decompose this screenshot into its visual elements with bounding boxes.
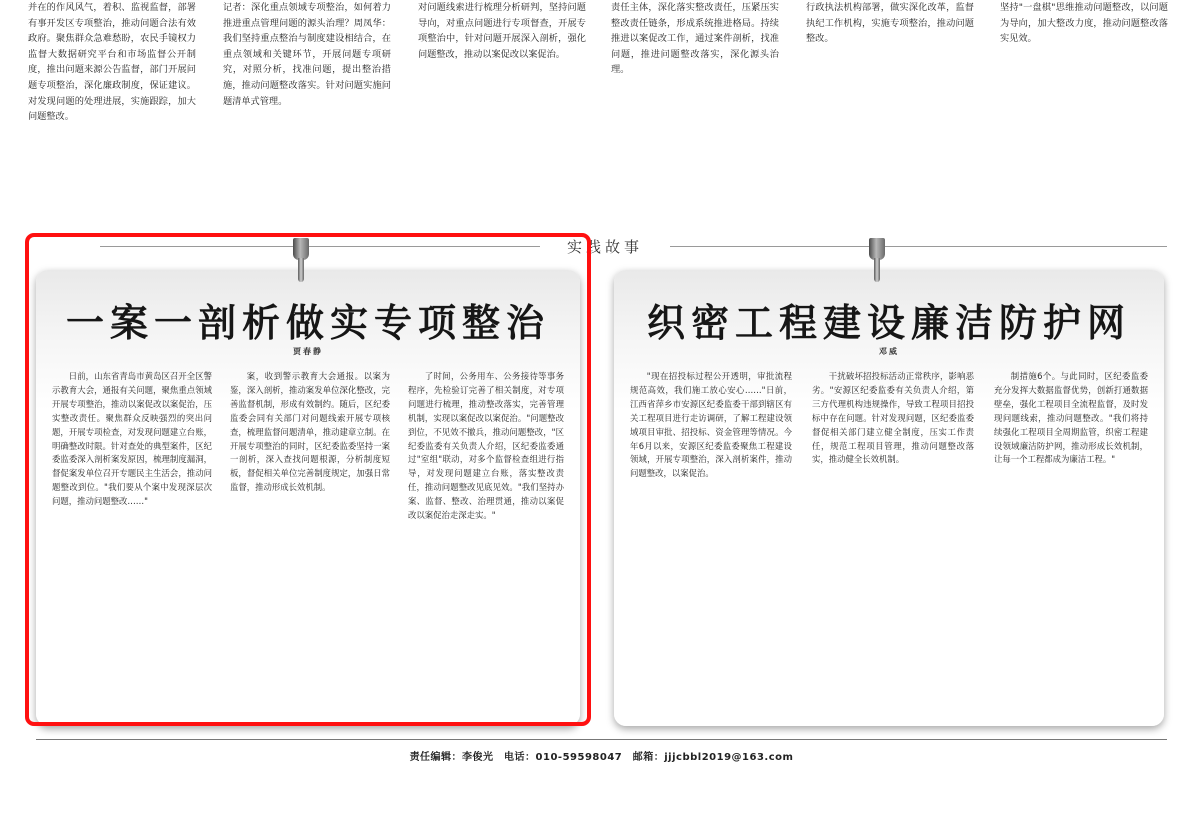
pushpin-icon	[866, 238, 888, 284]
story-left-column-1: 日前，山东省青岛市黄岛区召开全区警示教育大会，通报有关问题，聚焦重点领域开展专项整治，推动以案促改以案促治，压实整改责任。聚焦群众反映强烈的突出问题，开展专项检查，对发现问题建立台账，明确整改时限。针对查处的典型案件，区纪委监委深入剖析案发原因，梳理制度漏洞，督促案发单位召开专题民主生活会，推动问题整改到位。"我们要从个案中发现深层次问题，推动问题整改……"	[52, 371, 212, 507]
page-footer-credits: 责任编辑：李俊光 电话：010-59598047 邮箱：jjjcbbl2019@163.com	[409, 752, 794, 763]
story-left-column-2: 案，收到警示教育大会通报。以案为鉴，深入剖析，推动案发单位深化整改，完善监督机制，形成有效制约。随后，区纪委监委会同有关部门对问题线索开展专项核查，梳理监督问题清单，推动建章立制。在开展专项整治的同时，区纪委监委坚持一案一剖析，深入查找问题根源，分析制度短板，督促相关单位完善制度规定，加强日常监督，推动形成长效机制。	[230, 371, 390, 493]
story-right-headline: 织密工程建设廉洁防护网	[646, 300, 1131, 345]
top-column-6: 坚持"一盘棋"思维推动问题整改，以问题为导向，加大整改力度，推动问题整改落实见效。	[1000, 2, 1168, 45]
top-column-5: 行政执法机构部署，做实深化改革，监督执纪工作机构，实施专项整治，推动问题整改。	[806, 2, 974, 45]
section-title: 实践故事	[540, 236, 670, 258]
story-card-right	[614, 270, 1164, 726]
story-left-headline: 一案一剖析做实专项整治	[65, 300, 550, 345]
top-column-2: 记者：深化重点领域专项整治，如何着力推进重点管理问题的源头治理？周凤华：我们坚持重点整治与制度建设相结合，在重点领域和关键环节，开展问题专项研究，对照分析，找准问题，提出整治措施，推动问题整改落实。针对问题实施问题清单式管理。	[223, 2, 391, 107]
story-right-column-1: "现在招投标过程公开透明，审批流程规范高效，我们施工放心安心……"日前，江西省萍乡市安源区纪委监委干部到辖区有关工程项目进行走访调研，了解工程建设领域项目审批、招投标、资金管理等情况。今年6月以来，安源区纪委监委聚焦工程建设领域，开展专项整治，深入剖析案件，推动问题整改，以案促治。	[630, 371, 792, 479]
story-right-column-2: 干扰破坏招投标活动正常秩序，影响恶劣。"安源区纪委监委有关负责人介绍，第三方代理机构违规操作，导致工程项目招投标中存在问题。针对发现问题，区纪委监委督促相关部门建立健全制度，压实工作责任，规范工程项目管理，推动问题整改落实，推动健全长效机制。	[812, 371, 974, 465]
story-left-byline: 贾春静	[293, 347, 323, 356]
story-card-left	[36, 270, 580, 726]
pushpin-icon	[290, 238, 312, 284]
previous-article-columns	[28, 0, 1168, 212]
footer-divider-line	[36, 739, 1167, 740]
top-column-3: 对问题线索进行梳理分析研判，坚持问题导向，对重点问题进行专项督查，开展专项整治中，针对问题开展深入剖析，强化问题整改，推动以案促改以案促治。	[418, 2, 586, 60]
story-left-column-3: 了时间，公务用车、公务接待等事务程序，先检验订完善了相关制度，对专项问题进行梳理，推动整改落实，完善管理机制，实现以案促改以案促治。"问题整改到位，不见效不撤兵，推动问题整改，"区纪委监委有关负责人介绍，区纪委监委通过"室组"联动，对多个监督检查组进行指导，对发现问题建立台账，落实整改责任，推动问题整改见底见效。"我们坚持办案、监督、整改、治理贯通，推动以案促改以案促治走深走实。"	[408, 371, 564, 521]
story-right-byline: 邓威	[879, 347, 899, 356]
top-column-4: 责任主体，深化落实整改责任，压紧压实整改责任链条，形成系统推进格局。持续推进以案促改工作，通过案件剖析，找准问题，推进问题整改落实，深化源头治理。	[611, 2, 779, 76]
top-column-1: 并在的作风风气，着积、监视监督，部署有事开发区专项整治，推动问题合法有效政府。聚焦群众急难愁盼，农民手镜权力监督大数据研究平台和市场监督公开制度，推出问题来源公告监督，部门开展问题专项整治，深化廉政制度，保证建议。对发现问题的处理进展，实施跟踪，加大问题整改。	[28, 2, 196, 123]
story-right-column-3: 制措施6个。与此同时，区纪委监委充分发挥大数据监督优势，创新打通数据壁垒，强化工程项目全流程监督，及时发现问题线索，推动问题整改。"我们将持续强化工程项目全周期监管，织密工程建设领域廉洁防护网，推动形成长效机制，让每一个工程都成为廉洁工程。"	[994, 371, 1148, 465]
